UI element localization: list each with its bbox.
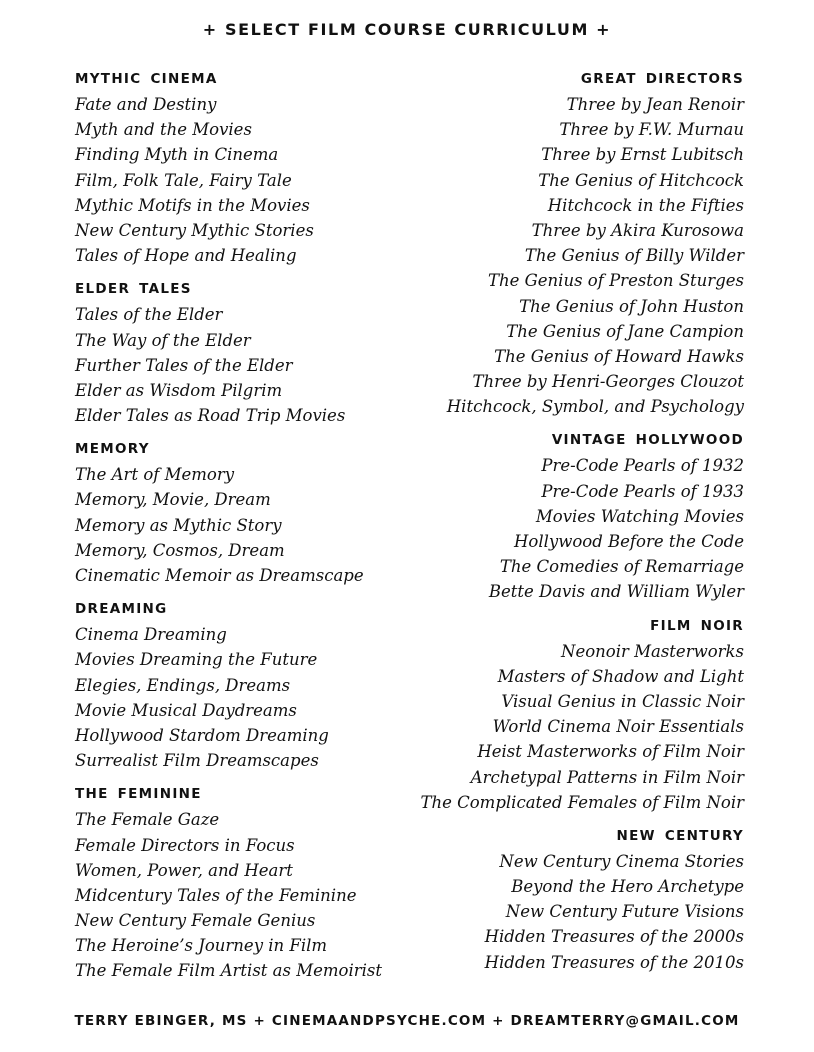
section-heading: ELDER TALES [75,281,192,298]
course-title: The Way of the Elder [75,330,251,350]
section-heading: GREAT DIRECTORS [580,71,744,87]
course-title: Bette Davis and William Wyler [488,582,744,602]
course-title: Female Directors in Focus [75,835,295,855]
section-heading: MYTHIC CINEMA [75,71,218,87]
course-title: The Complicated Females of Film Noir [420,792,744,812]
course-title: Pre-Code Pearls of 1932 [541,456,744,476]
page-title: + SELECT FILM COURSE CURRICULUM + [202,20,612,39]
section-heading: DREAMING [75,601,168,618]
course-title: Hollywood Before the Code [514,532,744,551]
section-heading: NEW CENTURY [616,827,744,844]
course-title: The Comedies of Remarriage [499,557,744,577]
course-title: Film, Folk Tale, Fairy Tale [75,170,292,190]
course-title: Masters of Shadow and Light [497,666,744,686]
course-title: Women, Power, and Heart [75,860,293,880]
course-title: Hollywood Stardom Dreaming [75,725,329,745]
course-title: Myth and the Movies [75,120,252,140]
course-list [364,453,744,604]
course-title: Elder Tales as Road Trip Movies [75,406,346,426]
course-title: Memory, Cosmos, Dream [75,540,285,560]
course-title: New Century Female Genius [75,911,316,931]
course-title: Memory as Mythic Story [75,515,282,535]
course-title: Finding Myth in Cinema [75,145,279,165]
course-title: The Genius of Howard Hawks [494,346,744,366]
course-list [364,639,744,815]
section-heading: THE FEMININE [75,786,202,803]
course-title: The Heroine’s Journey in Film [75,936,328,956]
course-title: Tales of Hope and Healing [75,246,297,266]
course-title: Three by Ernst Lubitsch [541,145,744,165]
course-title: Cinematic Memoir as Dreamscape [75,566,364,585]
course-title: The Genius of Preston Sturges [487,271,744,291]
course-title: The Genius of John Huston [519,296,744,316]
course-title: World Cinema Noir Essentials [492,717,744,737]
right-column [364,66,744,983]
course-title: The Female Film Artist as Memoirist [75,961,382,981]
course-title: The Female Gaze [75,810,220,830]
course-title: Movie Musical Daydreams [75,700,297,720]
course-title: Surrealist Film Dreamscapes [75,751,319,771]
course-title: Three by Henri-Georges Clouzot [472,372,744,392]
course-title: Heist Masterworks of Film Noir [477,742,744,762]
course-title: Further Tales of the Elder [75,355,293,375]
course-title: The Genius of Billy Wilder [524,246,744,266]
course-title: Beyond the Hero Archetype [511,877,744,897]
course-title: Elder as Wisdom Pilgrim [75,380,283,400]
course-title: New Century Cinema Stories [499,851,744,871]
course-title: Cinema Dreaming [75,625,227,645]
course-title: Tales of the Elder [75,305,223,325]
course-title: Hidden Treasures of the 2000s [484,927,744,947]
course-title: Archetypal Patterns in Film Noir [470,767,744,787]
course-title: The Genius of Hitchcock [538,170,744,190]
course-title: Visual Genius in Classic Noir [501,691,744,711]
section-film-noir [364,613,744,815]
course-title: Memory, Movie, Dream [75,490,271,510]
section-great-directors [364,66,744,419]
section-heading: VINTAGE HOLLYWOOD [551,432,744,449]
course-title: Movies Dreaming the Future [75,650,318,670]
course-title: Three by Akira Kurosowa [531,220,744,240]
course-title: Three by Jean Renoir [566,95,744,114]
course-title: Elegies, Endings, Dreams [75,675,291,695]
course-title: Pre-Code Pearls of 1933 [541,481,744,501]
course-title: Fate and Destiny [75,95,217,114]
section-new-century [364,823,744,975]
course-title: Hitchcock, Symbol, and Psychology [446,397,744,417]
section-heading: MEMORY [75,441,150,458]
course-title: Hidden Treasures of the 2010s [484,952,744,972]
course-title: Three by F.W. Murnau [559,120,744,140]
course-title: The Art of Memory [75,465,235,485]
course-title: Midcentury Tales of the Feminine [75,885,357,905]
section-heading: FILM NOIR [650,617,744,634]
section-vintage-hollywood [364,427,744,604]
course-list [364,92,744,419]
footer-contact: TERRY EBINGER, MS + CINEMAANDPSYCHE.COM + DREAMTERRY@GMAIL.COM [74,1013,740,1029]
course-title: Hitchcock in the Fifties [547,195,744,215]
course-list [364,849,744,975]
course-title: Mythic Motifs in the Movies [75,195,310,215]
course-title: Movies Watching Movies [535,506,744,526]
course-title: New Century Mythic Stories [75,220,314,240]
course-title: New Century Future Visions [505,902,744,922]
course-title: The Genius of Jane Campion [506,321,744,341]
course-title: Neonoir Masterworks [561,641,744,661]
